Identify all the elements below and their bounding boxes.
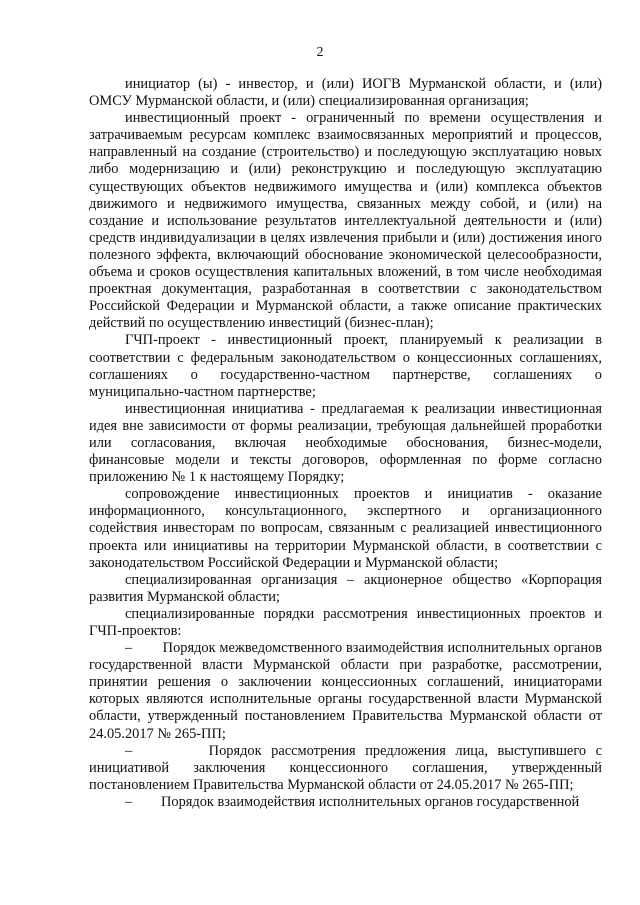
paragraph-ppp-project: ГЧП-проект - инвестиционный проект, планируемый к реализации в соответствии с федеральным законодательством о концессионных соглашениях, соглашениях о государственно-частном партнерстве, соглашениях о муниципально-частном партнерстве; <box>89 332 602 400</box>
list-item-text: Порядок взаимодействия исполнительных органов государственной <box>160 793 580 810</box>
paragraph-initiator: инициатор (ы) - инвестор, и (или) ИОГВ Мурманской области, и (или) ОМСУ Мурманской области, и (или) специализированная организация; <box>89 76 602 110</box>
paragraph-specialized-organization: специализированная организация – акционерное общество «Корпорация развития Мурманской области; <box>89 571 602 605</box>
list-dash: – <box>125 742 133 759</box>
paragraph-investment-project: инвестиционный проект - ограниченный по времени осуществления и затрачиваемым ресурсам комплекс взаимосвязанных мероприятий и процессов, направленный на создание (строительство) и последующую эксплуатацию новых либо модернизацию и (или) реконструкцию и последующую эксплуатацию существующих объектов недвижимого имущества и (или) комплекса объектов движимого и недвижимого имущества, связанных между собой, и (или) на создание и использование результатов интеллектуальной деятельности и (или) средств индивидуализации в целях извлечения прибыли и (или) достижения иного полезного эффекта, включающий обоснование экономической целесообразности, объема и сроков осуществления капитальных вложений, в том числе необходимая проектная документация, разработанная в соответствии с законодательством Российской Федерации и Мурманской области, а также описание практических действий по осуществлению инвестиций (бизнес-план); <box>89 110 602 332</box>
page-number: 2 <box>316 45 324 60</box>
list-item-text: Порядок рассмотрения предложения лица, выступившего с инициативой заключения концессионного соглашения, утвержденный постановлением Правительства Мурманской области от 24.05.2017 № 265-ПП; <box>89 742 603 793</box>
document-body <box>89 76 602 811</box>
list-item <box>89 743 602 794</box>
list-item <box>89 640 602 743</box>
paragraph-project-support: сопровождение инвестиционных проектов и инициатив - оказание информационного, консультационного, экспертного и организационного содействия инвесторам по вопросам, связанным с реализацией инвестиционного проекта или инициативы на территории Мурманской области, в соответствии с законодательством Российской Федерации и Мурманской области; <box>89 486 602 571</box>
paragraph-specialized-procedures: специализированные порядки рассмотрения инвестиционных проектов и ГЧП-проектов: <box>89 605 602 639</box>
list-item-text: Порядок межведомственного взаимодействия исполнительных органов государственной власти Мурманской области при разработке, рассмотрении, принятии решения о заключении концессионных соглашений, инициаторами которых являются исполнительные органы государственной власти Мурманской области, утвержденный постановлением Правительства Мурманской области от 24.05.2017 № 265-ПП; <box>89 640 603 742</box>
list-dash: – <box>125 640 133 657</box>
list-dash: – <box>125 793 133 810</box>
list-item <box>89 794 602 811</box>
paragraph-investment-initiative: инвестиционная инициатива - предлагаемая к реализации инвестиционная идея вне зависимости от формы реализации, требующая дальнейшей проработки или согласования, включая необходимые обоснования, бизнес-модели, финансовые модели и тексты договоров, оформленная по форме согласно приложению № 1 к настоящему Порядку; <box>89 400 602 486</box>
